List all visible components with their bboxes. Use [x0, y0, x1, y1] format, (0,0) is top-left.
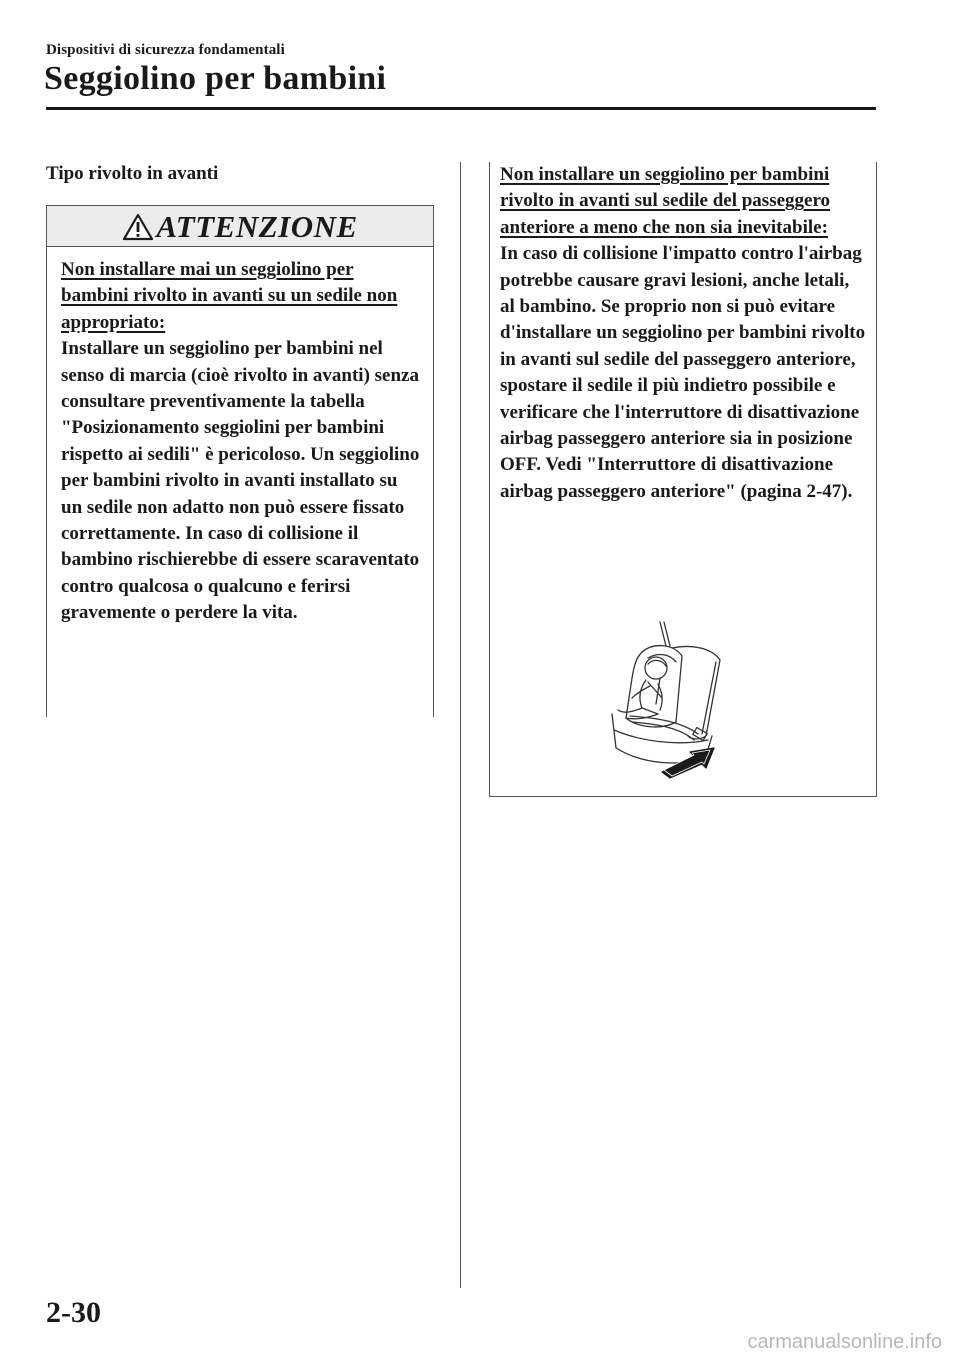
warning-box-continued — [489, 162, 877, 797]
page-number: 2-30 — [46, 1296, 101, 1329]
section-subheading: Tipo rivolto in avanti — [46, 163, 219, 184]
warning-box — [46, 205, 434, 717]
section-label: Dispositivi di sicurezza fondamentali — [46, 42, 285, 58]
forward-facing-child-seat-illustration — [602, 618, 732, 780]
warning-text: Installare un seggiolino per bambini nel senso di marcia (cioè rivolto in avanti) senza consultare preventivamente la tabella "Posizionamento seggiolini per bambini rispetto ai sedili" è pericoloso. Un seggiolino per bambini rivolto in avanti installato su un sedile non adatto non può essere fissato correttamente. In caso di collisione il bambino rischierebbe di essere scaraventato contro qualcosa o qualcuno e ferirsi gravemente o perdere la vita. — [61, 338, 420, 624]
warning-triangle-icon — [122, 213, 154, 241]
title-rule — [46, 107, 876, 110]
column-divider — [460, 162, 461, 1288]
warning-lead: Non installare mai un seggiolino per bambini rivolto in avanti su un sedile non appropriato: — [61, 259, 398, 333]
right-body — [500, 162, 868, 505]
watermark: carmanualsonline.info — [747, 1331, 942, 1353]
warning-title: ATTENZIONE — [156, 209, 358, 244]
right-text: In caso di collisione l'impatto contro l'airbag potrebbe causare gravi lesioni, anche letali, al bambino. Se proprio non si può evitare d'installare un seggiolino per bambini rivolto in avanti sul sedile del passeggero anteriore, spostare il sedile il più indietro possibile e verificare che l'interruttore di disattivazione airbag passeggero anteriore sia in posizione OFF. Vedi "Interruttore di disattivazione airbag passeggero anteriore" (pagina 2-47). — [500, 243, 866, 502]
right-lead: Non installare un seggiolino per bambini rivolto in avanti sul sedile del passeggero anteriore a meno che non sia inevitabile: — [500, 164, 831, 238]
page-title: Seggiolino per bambini — [44, 60, 387, 97]
warning-body — [61, 257, 423, 627]
warning-header — [47, 205, 433, 247]
